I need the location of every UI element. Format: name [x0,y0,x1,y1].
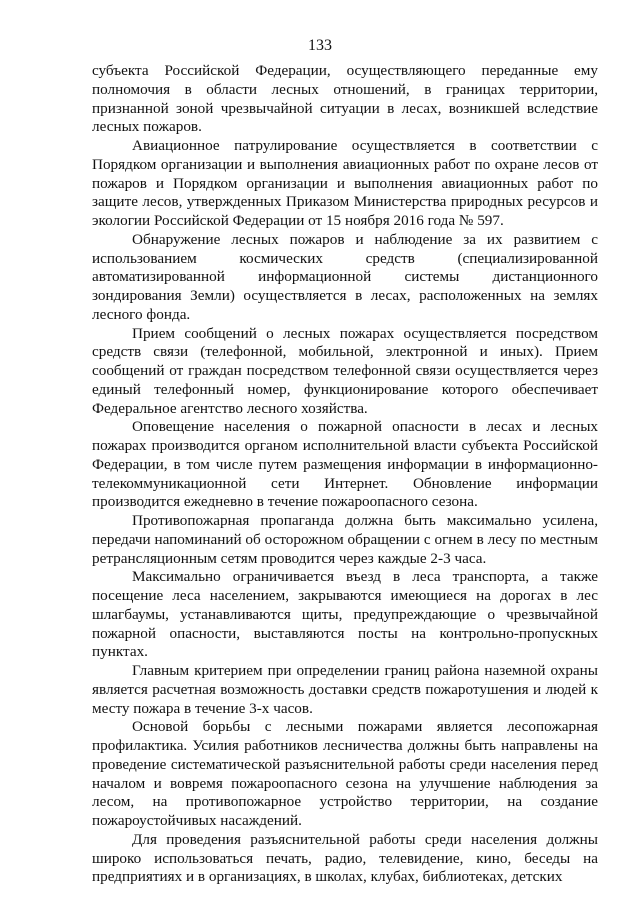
paragraph-5: Оповещение населения о пожарной опасности в лесах и лесных пожарах производится органом исполнительной власти субъекта Российской Федерации, в том числе путем размещения информации в информационно-телекоммуникационной сети Интернет. Обновление информации производится ежедневно в течение пожароопасного сезона. [92,418,598,511]
paragraph-9: Основой борьбы с лесными пожарами является лесопожарная профилактика. Усилия работников лесничества должны быть направлены на проведение систематической разъяснительной работы среди населения перед началом и вовремя пожароопасного сезона на улучшение наблюдения за лесом, на противопожарное устройство территории, на создание пожароустойчивых насаждений. [92,718,598,829]
document-text [92,62,598,887]
paragraph-3: Обнаружение лесных пожаров и наблюдение за их развитием с использованием космических средств (специализированной автоматизированной информационной системы дистанционного зондирования Земли) осуществляется в лесах, расположенных на землях лесного фонда. [92,230,598,323]
paragraph-6: Противопожарная пропаганда должна быть максимально усилена, передачи напоминаний об осторожном обращении с огнем в лесу по местным ретрансляционным сетям проводится через каждые 2-3 часа. [92,512,598,567]
page-number: 133 [308,37,332,54]
paragraph-7: Максимально ограничивается въезд в леса транспорта, а также посещение леса населением, закрываются имеющиеся на дорогах в лес шлагбаумы, устанавливаются щиты, предупреждающие о чрезвычайной пожарной опасности, выставляются посты на контрольно-пропускных пунктах. [92,568,598,661]
paragraph-10: Для проведения разъяснительной работы среди населения должны широко использоваться печать, радио, телевидение, кино, беседы на предприятиях и в организациях, в школах, клубах, библиотеках, детских [92,830,598,886]
paragraph-8: Главным критерием при определении границ района наземной охраны является расчетная возможность доставки средств пожаротушения и людей к месту пожара в течение 3-х часов. [92,662,598,717]
paragraph-2: Авиационное патрулирование осуществляется в соответствии с Порядком организации и выполнения авиационных работ по охране лесов от пожаров и Порядком организации и выполнения авиационных работ по защите лесов, утвержденных Приказом Министерства природных ресурсов и экологии Российской Федерации от 15 ноября 2016 года № 597. [92,137,598,229]
paragraph-4: Прием сообщений о лесных пожарах осуществляется посредством средств связи (телефонной, мобильной, электронной и иных). Прием сообщений от граждан посредством телефонной связи осуществляется через единый телефонный номер, функционирование которого обеспечивает Федеральное агентство лесного хозяйства. [92,324,598,417]
paragraph-1: субъекта Российской Федерации, осуществляющего переданные ему полномочия в области лесных отношений, в границах территории, признанной зоной чрезвычайной ситуации в лесах, возникшей вследствие лесных пожаров. [92,62,598,136]
